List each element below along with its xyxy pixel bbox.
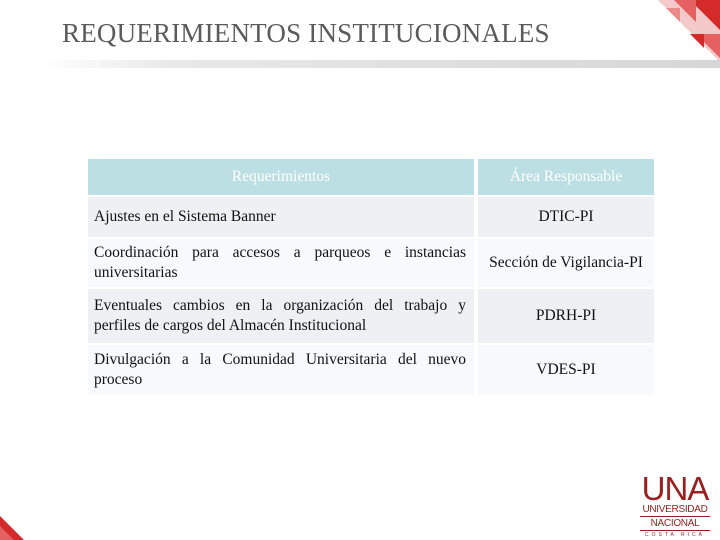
requirement-cell: Coordinación para accesos a parqueos e instancias universitarias	[88, 239, 478, 287]
requirements-table	[88, 157, 654, 397]
una-logo	[638, 470, 712, 539]
requirement-cell: Eventuales cambios en la organización del trabajo y perfiles de cargos del Almacén Institucional	[88, 289, 478, 343]
requirement-cell: Divulgación a la Comunidad Universitaria del nuevo proceso	[88, 345, 478, 395]
table-row	[88, 289, 654, 343]
slide-title: REQUERIMIENTOS INSTITUCIONALES	[62, 18, 550, 48]
header-requirements: Requerimientos	[88, 159, 478, 195]
area-cell: DTIC-PI	[478, 197, 654, 237]
table-row	[88, 345, 654, 395]
header-responsible-area: Área Responsable	[478, 159, 654, 195]
table-row	[88, 239, 654, 287]
logo-wordmark: UNA	[641, 470, 709, 507]
title-underline	[40, 60, 720, 68]
logo-line-universidad: UNIVERSIDAD	[642, 504, 708, 515]
logo-line-costa-rica: COSTA RICA	[645, 532, 705, 538]
corner-decoration-bottom-left	[0, 516, 26, 540]
area-cell: Sección de Vigilancia-PI	[478, 239, 654, 287]
table-row	[88, 197, 654, 237]
corner-decoration-top-right	[600, 0, 720, 62]
requirement-cell: Ajustes en el Sistema Banner	[88, 197, 478, 237]
logo-divider	[640, 530, 710, 531]
area-cell: VDES-PI	[478, 345, 654, 395]
logo-divider	[640, 516, 710, 517]
table-header-row	[88, 159, 654, 195]
logo-line-nacional: NACIONAL	[650, 518, 700, 529]
area-cell: PDRH-PI	[478, 289, 654, 343]
